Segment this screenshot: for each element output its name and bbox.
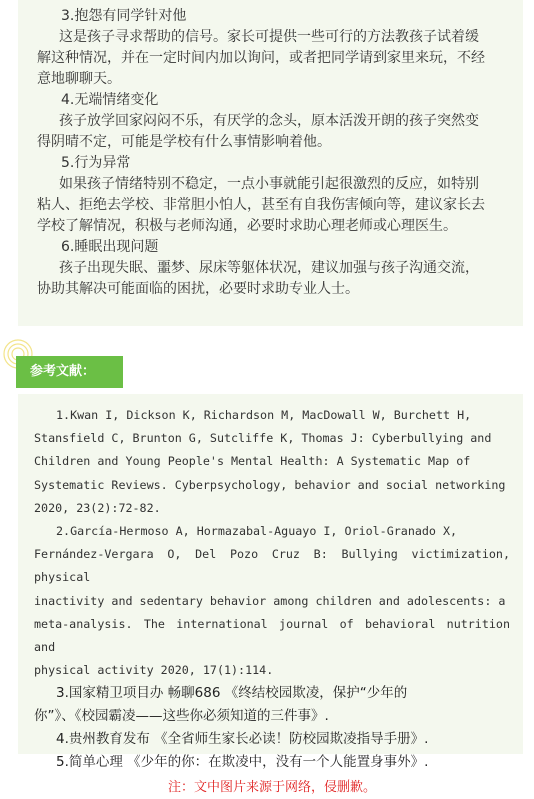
section-heading: 5.行为异常 [61,155,131,171]
reference-line: 3.国家精卫项目办 畅聊686 《终结校园欺凌，保护“少年的 [56,685,408,702]
reference-item [34,728,510,751]
section-heading: 3.抱怨有同学针对他 [61,8,187,24]
references-panel [18,394,523,796]
reference-line: Fernández-Vergara O, Del Pozo Cruz B: Bullying victimization, physical [34,547,510,585]
reference-item [34,682,510,728]
section-behavior [37,153,509,237]
reference-line: 你”》、《校园霸凌——这些你必须知道的三件事》. [34,708,329,725]
paragraph-line: 学校了解情况，积极与老师沟通，必要时求助心理老师或心理医生。 [37,218,457,234]
reference-item [34,520,510,682]
section-heading: 4.无端情绪变化 [61,92,159,108]
section-sleep [37,237,509,300]
reference-line: Stansfield C, Brunton G, Sutcliffe K, Thomas J: Cyberbullying and [34,431,492,446]
paragraph-line: 这是孩子寻求帮助的信号。家长可提供一些可行的方法教孩子试着缓 [59,29,479,45]
reference-line: Systematic Reviews. Cyberpsychology, behavior and social networking [34,477,506,492]
reference-line: 2020, 23(2):72-82. [34,500,161,515]
paragraph-line: 粘人、拒绝去学校、非常胆小怕人，甚至有自我伤害倾向等，建议家长去 [37,197,485,213]
reference-line: meta-analysis. The international journal of behavioral nutrition and [34,616,510,655]
paragraph-line: 得阴晴不定，可能是学校有什么事情影响着他。 [37,134,331,150]
paragraph-line: 协助其解决可能面临的困扰，必要时求助专业人士。 [37,281,359,297]
paragraph-line: 如果孩子情绪特别不稳定，一点小事就能引起很激烈的反应，如特别 [59,176,479,192]
advice-panel [18,0,523,326]
paragraph-line: 孩子出现失眠、噩梦、尿床等躯体状况，建议加强与孩子沟通交流， [59,260,479,276]
image-source-note: 注：文中图片来源于网络，侵删歉。 [167,780,376,796]
reference-line: physical activity 2020, 17(1):114. [34,663,274,678]
section-mood-change [37,90,509,153]
reference-line: 4.贵州教育发布 《全省师生家长必读！防校园欺凌指导手册》. [56,731,429,748]
references-label: 参考文献： [16,356,123,388]
section-complaint [37,6,509,90]
reference-line: Children and Young People's Mental Health: A Systematic Map of [34,454,471,469]
paragraph-line: 孩子放学回家闷闷不乐，有厌学的念头，原本活泼开朗的孩子突然变 [59,113,479,129]
paragraph-line: 解这种情况，并在一定时间内加以询问，或者把同学请到家里来玩，不经 [37,50,485,66]
reference-line: 1.Kwan I, Dickson K, Richardson M, MacDowall W, Burchett H, [56,408,472,422]
reference-item [34,404,510,520]
paragraph-line: 意地聊聊天。 [37,71,121,87]
reference-item [34,751,510,774]
section-heading: 6.睡眠出现问题 [61,239,159,255]
reference-line: 2.García-Hermoso A, Hormazabal-Aguayo I, Oriol-Granado X, [56,524,458,539]
reference-line: 5.简单心理 《少年的你：在欺凌中，没有一个人能置身事外》. [56,754,429,771]
reference-line: inactivity and sedentary behavior among children and adolescents: a [34,593,506,608]
